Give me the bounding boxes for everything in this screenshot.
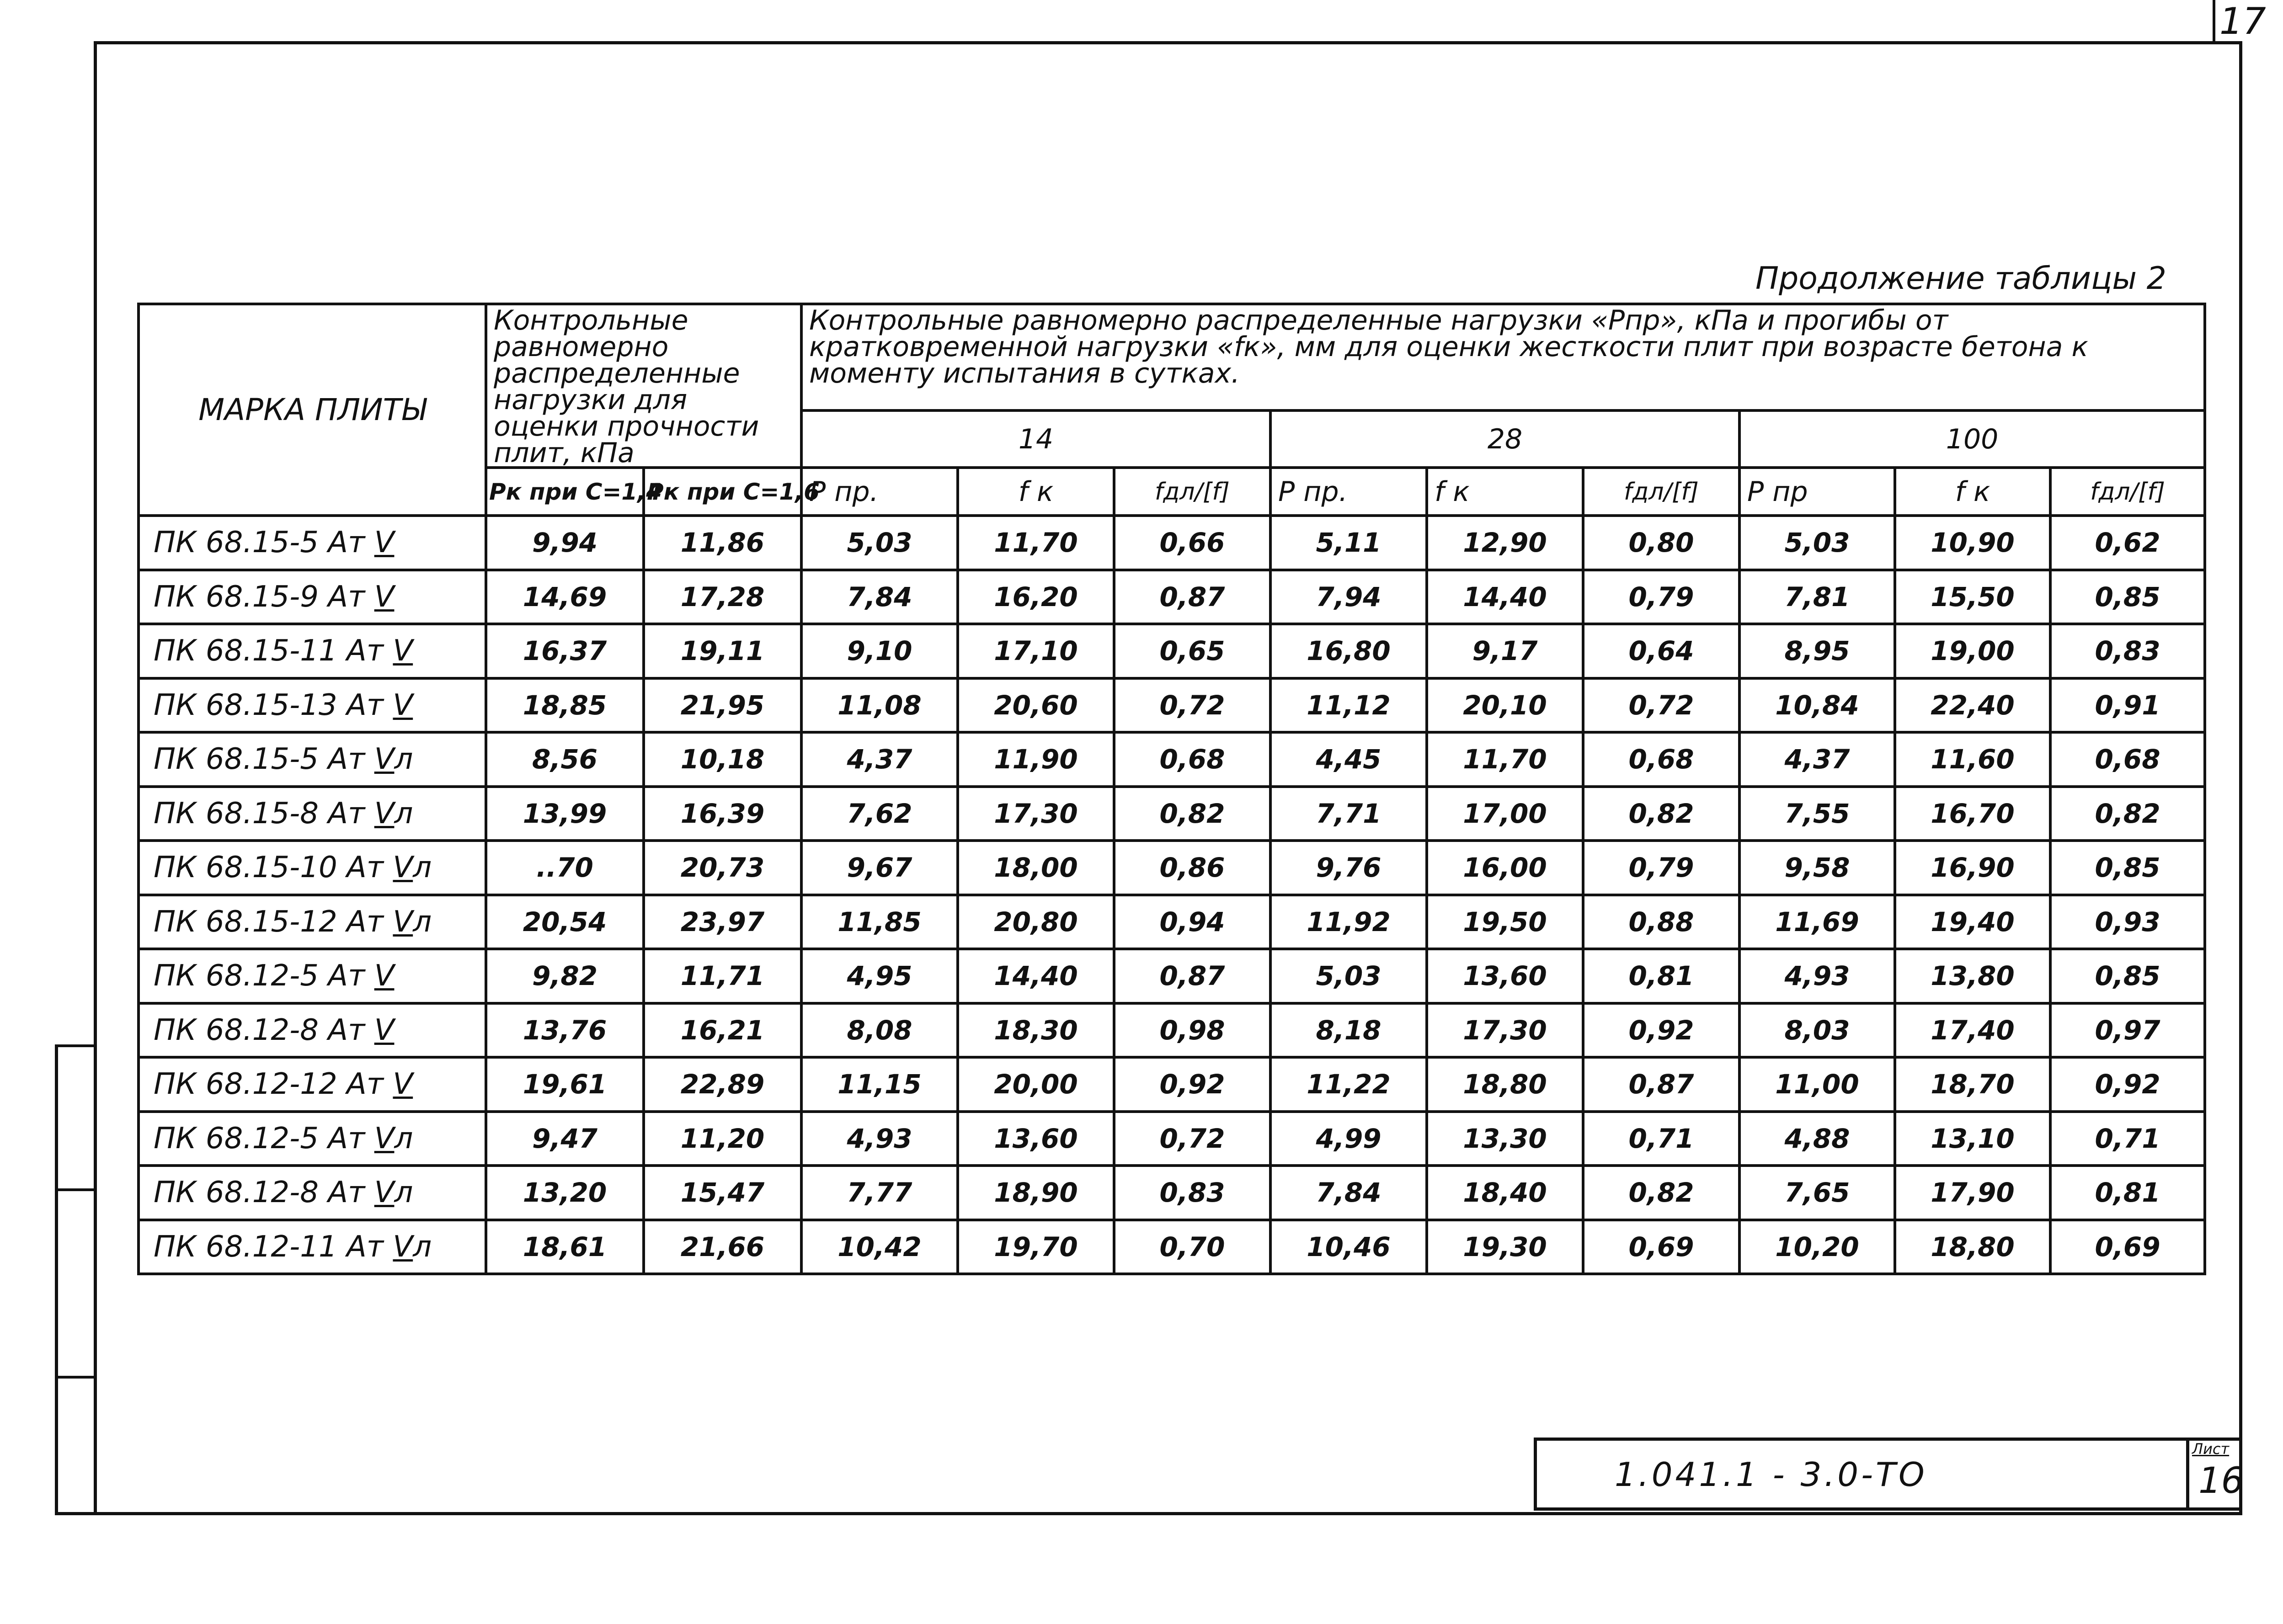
cell-f28: 16,00 bbox=[1427, 841, 1583, 895]
cell-pk16: 11,71 bbox=[644, 949, 801, 1003]
header-age-14: 14 bbox=[801, 410, 1270, 468]
mark-suffix: л bbox=[413, 905, 432, 939]
cell-d14: 0,70 bbox=[1114, 1220, 1270, 1274]
table-row bbox=[139, 570, 2205, 624]
cell-f100: 22,40 bbox=[1895, 678, 2050, 733]
cell-p100: 10,20 bbox=[1739, 1220, 1895, 1274]
cell-p28: 7,94 bbox=[1270, 570, 1427, 624]
cell-f100: 16,90 bbox=[1895, 841, 2050, 895]
header-age-28: 28 bbox=[1270, 410, 1739, 468]
cell-d28: 0,88 bbox=[1583, 895, 1739, 949]
cell-pk16: 17,28 bbox=[644, 570, 801, 624]
cell-f28: 9,17 bbox=[1427, 624, 1583, 678]
cell-mark bbox=[139, 624, 486, 678]
cell-d14: 0,86 bbox=[1114, 841, 1270, 895]
frame-bottom-border bbox=[55, 1512, 2242, 1515]
steel-class: V bbox=[374, 1121, 395, 1155]
cell-p28: 11,12 bbox=[1270, 678, 1427, 733]
cell-d28: 0,69 bbox=[1583, 1220, 1739, 1274]
table-row bbox=[139, 841, 2205, 895]
cell-d100: 0,85 bbox=[2050, 841, 2205, 895]
binding-strip-tick bbox=[55, 1188, 96, 1191]
header-pk-c14: Рк при С=1,4 bbox=[486, 468, 644, 516]
cell-d100: 0,81 bbox=[2050, 1166, 2205, 1220]
cell-pk14: 14,69 bbox=[486, 570, 644, 624]
cell-p28: 7,71 bbox=[1270, 787, 1427, 841]
cell-p28: 8,18 bbox=[1270, 1003, 1427, 1058]
header-p-pr-28: Р пр. bbox=[1270, 468, 1427, 516]
cell-d14: 0,66 bbox=[1114, 516, 1270, 570]
steel-class: V bbox=[393, 1067, 413, 1102]
steel-class: V bbox=[374, 580, 395, 614]
cell-pk14: 20,54 bbox=[486, 895, 644, 949]
cell-mark bbox=[139, 841, 486, 895]
cell-pk14: 13,76 bbox=[486, 1003, 644, 1058]
cell-f14: 18,30 bbox=[958, 1003, 1114, 1058]
cell-p100: 4,37 bbox=[1739, 732, 1895, 787]
header-fk-14: f к bbox=[958, 468, 1114, 516]
cell-pk16: 23,97 bbox=[644, 895, 801, 949]
cell-mark bbox=[139, 949, 486, 1003]
cell-pk14: 18,85 bbox=[486, 678, 644, 733]
steel-class: V bbox=[374, 1013, 395, 1047]
cell-p28: 5,11 bbox=[1270, 516, 1427, 570]
binding-strip-line bbox=[55, 1044, 58, 1515]
cell-f28: 17,30 bbox=[1427, 1003, 1583, 1058]
cell-f28: 20,10 bbox=[1427, 678, 1583, 733]
cell-pk16: 16,21 bbox=[644, 1003, 801, 1058]
cell-d100: 0,69 bbox=[2050, 1220, 2205, 1274]
table-row bbox=[139, 949, 2205, 1003]
cell-mark bbox=[139, 1057, 486, 1112]
binding-strip-tick bbox=[55, 1044, 96, 1047]
mark-suffix: л bbox=[413, 851, 432, 885]
cell-p28: 4,45 bbox=[1270, 732, 1427, 787]
cell-pk16: 11,86 bbox=[644, 516, 801, 570]
header-fk-100: f к bbox=[1895, 468, 2050, 516]
cell-mark bbox=[139, 1220, 486, 1274]
cell-f14: 17,30 bbox=[958, 787, 1114, 841]
cell-p14: 7,84 bbox=[801, 570, 958, 624]
cell-d14: 0,72 bbox=[1114, 1112, 1270, 1166]
header-fdl-100: fдл/[f] bbox=[2050, 468, 2205, 516]
mark-text: ПК 68.12-8 Ат bbox=[154, 1176, 365, 1210]
cell-f100: 18,70 bbox=[1895, 1057, 2050, 1112]
header-mark: МАРКА ПЛИТЫ bbox=[139, 304, 486, 516]
frame-left-border bbox=[94, 41, 97, 1515]
cell-d100: 0,71 bbox=[2050, 1112, 2205, 1166]
cell-f100: 17,90 bbox=[1895, 1166, 2050, 1220]
cell-p28: 16,80 bbox=[1270, 624, 1427, 678]
cell-d28: 0,81 bbox=[1583, 949, 1739, 1003]
cell-f14: 16,20 bbox=[958, 570, 1114, 624]
cell-d28: 0,71 bbox=[1583, 1112, 1739, 1166]
table-row bbox=[139, 787, 2205, 841]
cell-p100: 7,65 bbox=[1739, 1166, 1895, 1220]
header-fk-28: f к bbox=[1427, 468, 1583, 516]
cell-d14: 0,94 bbox=[1114, 895, 1270, 949]
steel-class: V bbox=[393, 851, 413, 885]
cell-p14: 7,62 bbox=[801, 787, 958, 841]
cell-d14: 0,72 bbox=[1114, 678, 1270, 733]
cell-p14: 5,03 bbox=[801, 516, 958, 570]
cell-f100: 19,00 bbox=[1895, 624, 2050, 678]
cell-pk14: 9,47 bbox=[486, 1112, 644, 1166]
cell-f28: 13,60 bbox=[1427, 949, 1583, 1003]
cell-p100: 10,84 bbox=[1739, 678, 1895, 733]
cell-p100: 4,93 bbox=[1739, 949, 1895, 1003]
cell-p100: 7,81 bbox=[1739, 570, 1895, 624]
header-pk-c16: Рк при С=1,6 bbox=[644, 468, 801, 516]
cell-mark bbox=[139, 570, 486, 624]
cell-d28: 0,79 bbox=[1583, 841, 1739, 895]
steel-class: V bbox=[374, 796, 395, 831]
mark-suffix: л bbox=[413, 1230, 432, 1264]
cell-p14: 9,10 bbox=[801, 624, 958, 678]
cell-pk14: 9,94 bbox=[486, 516, 644, 570]
cell-d14: 0,68 bbox=[1114, 732, 1270, 787]
cell-p14: 4,37 bbox=[801, 732, 958, 787]
cell-d28: 0,82 bbox=[1583, 1166, 1739, 1220]
cell-f100: 16,70 bbox=[1895, 787, 2050, 841]
cell-f14: 13,60 bbox=[958, 1112, 1114, 1166]
cell-p28: 4,99 bbox=[1270, 1112, 1427, 1166]
mark-text: ПК 68.15-10 Ат bbox=[154, 851, 384, 885]
cell-d14: 0,87 bbox=[1114, 949, 1270, 1003]
cell-mark bbox=[139, 1166, 486, 1220]
cell-f28: 12,90 bbox=[1427, 516, 1583, 570]
cell-f14: 19,70 bbox=[958, 1220, 1114, 1274]
frame-right-border bbox=[2239, 41, 2242, 1515]
cell-p100: 11,69 bbox=[1739, 895, 1895, 949]
mark-text: ПК 68.15-5 Ат bbox=[154, 742, 365, 777]
header-p-pr-14: Р пр. bbox=[801, 468, 958, 516]
cell-d100: 0,92 bbox=[2050, 1057, 2205, 1112]
cell-f28: 18,40 bbox=[1427, 1166, 1583, 1220]
steel-class: V bbox=[374, 959, 395, 993]
cell-f14: 11,70 bbox=[958, 516, 1114, 570]
cell-pk14: ..70 bbox=[486, 841, 644, 895]
cell-d14: 0,82 bbox=[1114, 787, 1270, 841]
cell-mark bbox=[139, 516, 486, 570]
cell-f100: 13,80 bbox=[1895, 949, 2050, 1003]
mark-suffix: л bbox=[394, 796, 413, 831]
cell-p14: 11,85 bbox=[801, 895, 958, 949]
cell-f14: 11,90 bbox=[958, 732, 1114, 787]
cell-pk14: 13,99 bbox=[486, 787, 644, 841]
cell-mark bbox=[139, 732, 486, 787]
frame-top-border bbox=[94, 41, 2242, 44]
table-row bbox=[139, 732, 2205, 787]
header-p-pr-100: Р пр bbox=[1739, 468, 1895, 516]
header-stiffness-group: Контрольные равномерно распределенные нагрузки «Рпр», кПа и прогибы от кратковременной нагрузки «fк», мм для оценки жесткости плит при возрасте бетона к моменту испытания в сутках. bbox=[801, 304, 2205, 410]
cell-pk14: 8,56 bbox=[486, 732, 644, 787]
cell-p28: 11,22 bbox=[1270, 1057, 1427, 1112]
mark-text: ПК 68.12-11 Ат bbox=[154, 1230, 384, 1264]
table-body bbox=[139, 516, 2205, 1274]
cell-f14: 20,00 bbox=[958, 1057, 1114, 1112]
cell-p14: 4,95 bbox=[801, 949, 958, 1003]
cell-mark bbox=[139, 895, 486, 949]
cell-f14: 20,60 bbox=[958, 678, 1114, 733]
steel-class: V bbox=[393, 688, 413, 722]
cell-f14: 18,00 bbox=[958, 841, 1114, 895]
cell-p100: 4,88 bbox=[1739, 1112, 1895, 1166]
cell-pk14: 9,82 bbox=[486, 949, 644, 1003]
cell-p100: 11,00 bbox=[1739, 1057, 1895, 1112]
header-fdl-14: fдл/[f] bbox=[1114, 468, 1270, 516]
cell-p100: 9,58 bbox=[1739, 841, 1895, 895]
cell-d100: 0,91 bbox=[2050, 678, 2205, 733]
document-code: 1.041.1 - 3.0-ТО bbox=[1615, 1455, 1927, 1494]
cell-pk16: 16,39 bbox=[644, 787, 801, 841]
cell-f100: 19,40 bbox=[1895, 895, 2050, 949]
mark-text: ПК 68.15-5 Ат bbox=[154, 526, 365, 560]
mark-text: ПК 68.15-12 Ат bbox=[154, 905, 384, 939]
cell-pk14: 18,61 bbox=[486, 1220, 644, 1274]
mark-text: ПК 68.12-8 Ат bbox=[154, 1013, 365, 1047]
steel-class: V bbox=[393, 1230, 413, 1264]
table-row bbox=[139, 624, 2205, 678]
cell-p14: 9,67 bbox=[801, 841, 958, 895]
steel-class: V bbox=[393, 905, 413, 939]
header-age-100: 100 bbox=[1739, 410, 2205, 468]
cell-pk16: 10,18 bbox=[644, 732, 801, 787]
cell-d28: 0,79 bbox=[1583, 570, 1739, 624]
steel-class: V bbox=[374, 1176, 395, 1210]
cell-f28: 11,70 bbox=[1427, 732, 1583, 787]
mark-suffix: л bbox=[394, 1176, 413, 1210]
cell-pk16: 15,47 bbox=[644, 1166, 801, 1220]
cell-f100: 17,40 bbox=[1895, 1003, 2050, 1058]
cell-p28: 5,03 bbox=[1270, 949, 1427, 1003]
cell-d28: 0,87 bbox=[1583, 1057, 1739, 1112]
mark-text: ПК 68.15-8 Ат bbox=[154, 796, 365, 831]
cell-pk14: 16,37 bbox=[486, 624, 644, 678]
cell-mark bbox=[139, 1003, 486, 1058]
cell-p28: 10,46 bbox=[1270, 1220, 1427, 1274]
header-strength-group: Контрольные равномерно распределенные нагрузки для оценки прочности плит, кПа bbox=[486, 304, 801, 468]
mark-text: ПК 68.15-9 Ат bbox=[154, 580, 365, 614]
cell-d14: 0,83 bbox=[1114, 1166, 1270, 1220]
cell-d14: 0,65 bbox=[1114, 624, 1270, 678]
cell-f100: 18,80 bbox=[1895, 1220, 2050, 1274]
cell-d100: 0,97 bbox=[2050, 1003, 2205, 1058]
cell-f14: 18,90 bbox=[958, 1166, 1114, 1220]
mark-suffix: л bbox=[394, 1121, 413, 1155]
table-row bbox=[139, 1166, 2205, 1220]
cell-f28: 17,00 bbox=[1427, 787, 1583, 841]
cell-d100: 0,68 bbox=[2050, 732, 2205, 787]
table-row bbox=[139, 1220, 2205, 1274]
table-row bbox=[139, 678, 2205, 733]
cell-p28: 9,76 bbox=[1270, 841, 1427, 895]
cell-p14: 4,93 bbox=[801, 1112, 958, 1166]
cell-d28: 0,72 bbox=[1583, 678, 1739, 733]
cell-mark bbox=[139, 787, 486, 841]
cell-d100: 0,85 bbox=[2050, 570, 2205, 624]
cell-f28: 18,80 bbox=[1427, 1057, 1583, 1112]
mark-text: ПК 68.12-5 Ат bbox=[154, 1121, 365, 1155]
table-row bbox=[139, 1057, 2205, 1112]
cell-pk16: 11,20 bbox=[644, 1112, 801, 1166]
mark-text: ПК 68.15-13 Ат bbox=[154, 688, 384, 722]
cell-f100: 10,90 bbox=[1895, 516, 2050, 570]
cell-d100: 0,85 bbox=[2050, 949, 2205, 1003]
cell-pk16: 22,89 bbox=[644, 1057, 801, 1112]
cell-d28: 0,68 bbox=[1583, 732, 1739, 787]
table-row bbox=[139, 1003, 2205, 1058]
cell-d14: 0,98 bbox=[1114, 1003, 1270, 1058]
cell-d100: 0,82 bbox=[2050, 787, 2205, 841]
cell-d28: 0,92 bbox=[1583, 1003, 1739, 1058]
cell-d100: 0,62 bbox=[2050, 516, 2205, 570]
cell-f28: 13,30 bbox=[1427, 1112, 1583, 1166]
table-row bbox=[139, 1112, 2205, 1166]
cell-d100: 0,83 bbox=[2050, 624, 2205, 678]
cell-p100: 7,55 bbox=[1739, 787, 1895, 841]
corner-page-number: 17 bbox=[2219, 0, 2266, 43]
cell-f28: 14,40 bbox=[1427, 570, 1583, 624]
cell-d28: 0,64 bbox=[1583, 624, 1739, 678]
cell-p100: 8,95 bbox=[1739, 624, 1895, 678]
cell-p28: 7,84 bbox=[1270, 1166, 1427, 1220]
title-block-stamp bbox=[1534, 1438, 2242, 1511]
cell-d14: 0,92 bbox=[1114, 1057, 1270, 1112]
mark-suffix: л bbox=[394, 742, 413, 777]
binding-strip-tick bbox=[55, 1376, 96, 1379]
steel-class: V bbox=[393, 634, 413, 668]
steel-class: V bbox=[374, 526, 395, 560]
corner-box-line bbox=[2213, 0, 2215, 43]
cell-pk16: 21,66 bbox=[644, 1220, 801, 1274]
cell-p14: 8,08 bbox=[801, 1003, 958, 1058]
table-continuation-title: Продолжение таблицы 2 bbox=[1755, 261, 2166, 297]
cell-f100: 11,60 bbox=[1895, 732, 2050, 787]
table-row bbox=[139, 516, 2205, 570]
steel-class: V bbox=[374, 742, 395, 777]
cell-pk16: 20,73 bbox=[644, 841, 801, 895]
cell-mark bbox=[139, 1112, 486, 1166]
cell-p14: 11,08 bbox=[801, 678, 958, 733]
cell-d28: 0,80 bbox=[1583, 516, 1739, 570]
cell-p14: 7,77 bbox=[801, 1166, 958, 1220]
cell-f28: 19,30 bbox=[1427, 1220, 1583, 1274]
cell-f100: 15,50 bbox=[1895, 570, 2050, 624]
cell-d14: 0,87 bbox=[1114, 570, 1270, 624]
sheet-cell bbox=[2186, 1438, 2244, 1511]
cell-pk16: 19,11 bbox=[644, 624, 801, 678]
sheet-label: Лист bbox=[2192, 1440, 2230, 1458]
mark-text: ПК 68.12-5 Ат bbox=[154, 959, 365, 993]
header-fdl-28: fдл/[f] bbox=[1583, 468, 1739, 516]
cell-p28: 11,92 bbox=[1270, 895, 1427, 949]
cell-p100: 8,03 bbox=[1739, 1003, 1895, 1058]
cell-f14: 20,80 bbox=[958, 895, 1114, 949]
cell-mark bbox=[139, 678, 486, 733]
cell-pk14: 13,20 bbox=[486, 1166, 644, 1220]
cell-f100: 13,10 bbox=[1895, 1112, 2050, 1166]
mark-text: ПК 68.12-12 Ат bbox=[154, 1067, 384, 1102]
cell-f28: 19,50 bbox=[1427, 895, 1583, 949]
cell-p100: 5,03 bbox=[1739, 516, 1895, 570]
cell-d28: 0,82 bbox=[1583, 787, 1739, 841]
load-test-table bbox=[137, 303, 2206, 1275]
cell-p14: 10,42 bbox=[801, 1220, 958, 1274]
cell-f14: 17,10 bbox=[958, 624, 1114, 678]
cell-d100: 0,93 bbox=[2050, 895, 2205, 949]
cell-p14: 11,15 bbox=[801, 1057, 958, 1112]
cell-pk14: 19,61 bbox=[486, 1057, 644, 1112]
cell-f14: 14,40 bbox=[958, 949, 1114, 1003]
mark-text: ПК 68.15-11 Ат bbox=[154, 634, 384, 668]
sheet-number: 16 bbox=[2198, 1460, 2244, 1502]
table-row bbox=[139, 895, 2205, 949]
cell-pk16: 21,95 bbox=[644, 678, 801, 733]
